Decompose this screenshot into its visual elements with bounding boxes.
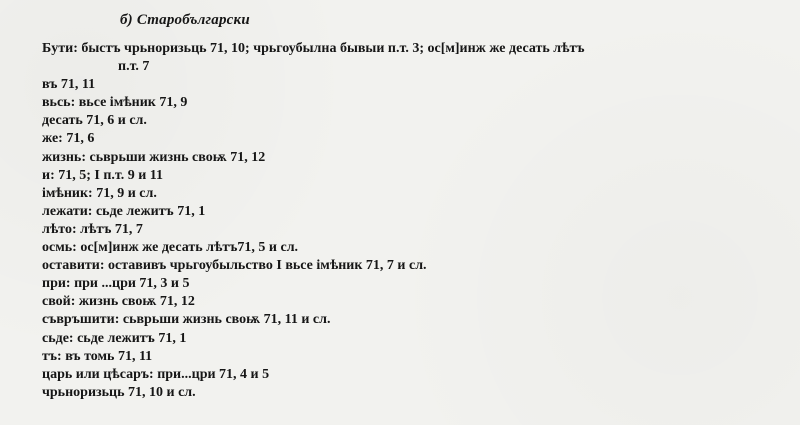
index-entry: въ 71, 11 bbox=[42, 77, 96, 93]
index-entry: десать 71, 6 и сл. bbox=[42, 113, 147, 129]
index-entry: же: 71, 6 bbox=[42, 131, 95, 147]
index-entry: свой: жизнь своѭ 71, 12 bbox=[42, 294, 195, 310]
index-entry: тъ: въ томь 71, 11 bbox=[42, 348, 153, 364]
index-entry: оставити: оставивъ чрьгоубыльство I вьсе імѣник 71, 7 и сл. bbox=[42, 258, 427, 274]
index-entry: імѣник: 71, 9 и сл. bbox=[42, 185, 157, 201]
index-entry: царь или цѣсаръ: при...цри 71, 4 и 5 bbox=[42, 366, 270, 382]
section-heading: б) Старобългарски bbox=[120, 12, 250, 28]
index-entry: сьде: сьде лежитъ 71, 1 bbox=[42, 330, 187, 346]
index-entry: при: при ...цри 71, 3 и 5 bbox=[42, 276, 190, 292]
index-entry: жизнь: сьврьши жизнь своѭ 71, 12 bbox=[42, 149, 266, 165]
index-entry: и: 71, 5; I п.т. 9 и 11 bbox=[42, 167, 164, 183]
index-entry: лѣто: лѣтъ 71, 7 bbox=[42, 221, 143, 237]
index-entry-continuation: п.т. 7 bbox=[118, 59, 150, 75]
index-entry: чрьноризьць 71, 10 и сл. bbox=[42, 384, 196, 400]
index-entry: Бyти: быстъ чрьноризьць 71, 10; чрьгоубылна бывыи п.т. 3; ос[м]инж же десать лѣтъ bbox=[42, 41, 585, 56]
index-entries bbox=[42, 40, 787, 402]
index-entry: съвръшити: сьврьши жизнь своѭ 71, 11 и сл. bbox=[42, 312, 331, 328]
index-entry: лежати: сьде лежитъ 71, 1 bbox=[42, 203, 206, 219]
index-entry: вьсь: вьсе імѣник 71, 9 bbox=[42, 95, 188, 111]
index-entry: осмь: ос[м]инж же десать лѣтъ71, 5 и сл. bbox=[42, 240, 299, 256]
